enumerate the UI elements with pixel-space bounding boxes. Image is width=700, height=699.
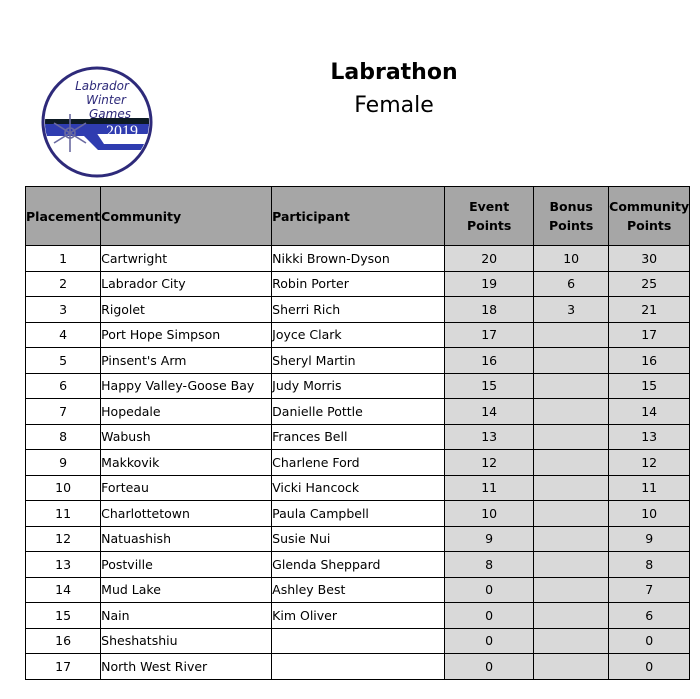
community-cell: Forteau (101, 475, 272, 501)
placement-cell: 10 (26, 475, 101, 501)
table-row (26, 322, 690, 348)
community-cell: Happy Valley-Goose Bay (101, 373, 272, 399)
event-points-cell: 16 (445, 348, 534, 374)
community-points-cell: 7 (609, 577, 690, 603)
community-points-cell: 30 (609, 246, 690, 272)
table-row (26, 577, 690, 603)
event-points-cell: 15 (445, 373, 534, 399)
placement-cell: 2 (26, 271, 101, 297)
event-points-cell: 13 (445, 424, 534, 450)
community-cell: Labrador City (101, 271, 272, 297)
bonus-points-cell (534, 322, 609, 348)
community-points-cell: 17 (609, 322, 690, 348)
table-row (26, 348, 690, 374)
logo-text-line-1: Labrador (75, 79, 129, 93)
logo-year: 2019 (106, 123, 138, 140)
bonus-points-cell (534, 628, 609, 654)
placement-cell: 13 (26, 552, 101, 578)
participant-cell: Ashley Best (272, 577, 445, 603)
table-row (26, 450, 690, 476)
bonus-points-cell (534, 450, 609, 476)
participant-cell: Glenda Sheppard (272, 552, 445, 578)
community-cell: Wabush (101, 424, 272, 450)
header-line: Points (626, 218, 672, 233)
community-cell: Nain (101, 603, 272, 629)
participant-cell: Charlene Ford (272, 450, 445, 476)
event-points-cell: 8 (445, 552, 534, 578)
placement-cell: 6 (26, 373, 101, 399)
column-header-placement: Placement (26, 187, 101, 246)
bonus-points-cell (534, 475, 609, 501)
placement-cell: 3 (26, 297, 101, 323)
table-row (26, 552, 690, 578)
community-cell: Rigolet (101, 297, 272, 323)
column-header-community-points (609, 187, 690, 246)
bonus-points-cell: 3 (534, 297, 609, 323)
community-points-cell: 12 (609, 450, 690, 476)
column-header-bonus-points (534, 187, 609, 246)
event-points-cell: 19 (445, 271, 534, 297)
participant-cell: Judy Morris (272, 373, 445, 399)
event-points-cell: 11 (445, 475, 534, 501)
table-row (26, 246, 690, 272)
community-cell: Mud Lake (101, 577, 272, 603)
table-row (26, 628, 690, 654)
table-row (26, 399, 690, 425)
bonus-points-cell (534, 552, 609, 578)
bonus-points-cell (534, 603, 609, 629)
participant-cell: Paula Campbell (272, 501, 445, 527)
community-points-cell: 11 (609, 475, 690, 501)
table-row (26, 424, 690, 450)
placement-cell: 8 (26, 424, 101, 450)
table-row (26, 297, 690, 323)
results-table-body (26, 246, 690, 680)
column-header-community: Community (101, 187, 272, 246)
event-points-cell: 17 (445, 322, 534, 348)
column-header-event-points (445, 187, 534, 246)
bonus-points-cell (534, 501, 609, 527)
placement-cell: 9 (26, 450, 101, 476)
labrador-winter-games-logo (40, 66, 154, 178)
placement-cell: 7 (26, 399, 101, 425)
bonus-points-cell (534, 654, 609, 680)
placement-cell: 4 (26, 322, 101, 348)
participant-cell: Sheryl Martin (272, 348, 445, 374)
placement-cell: 17 (26, 654, 101, 680)
participant-cell: Frances Bell (272, 424, 445, 450)
event-points-cell: 18 (445, 297, 534, 323)
header-line: Points (548, 218, 594, 233)
bonus-points-cell (534, 424, 609, 450)
community-cell: Makkovik (101, 450, 272, 476)
header-line: Bonus (549, 199, 593, 214)
logo-text-line-2: Winter (86, 93, 126, 107)
event-points-cell: 0 (445, 654, 534, 680)
participant-cell: Sherri Rich (272, 297, 445, 323)
participant-cell: Susie Nui (272, 526, 445, 552)
placement-cell: 12 (26, 526, 101, 552)
community-points-cell: 15 (609, 373, 690, 399)
table-row (26, 271, 690, 297)
participant-cell: Robin Porter (272, 271, 445, 297)
header-line: Points (466, 218, 512, 233)
community-points-cell: 6 (609, 603, 690, 629)
community-points-cell: 16 (609, 348, 690, 374)
bonus-points-cell (534, 399, 609, 425)
participant-cell: Nikki Brown-Dyson (272, 246, 445, 272)
logo-text-line-3: Games (89, 107, 131, 121)
bonus-points-cell (534, 348, 609, 374)
community-points-cell: 25 (609, 271, 690, 297)
community-points-cell: 14 (609, 399, 690, 425)
event-points-cell: 0 (445, 628, 534, 654)
participant-cell: Joyce Clark (272, 322, 445, 348)
page-title: Labrathon (330, 60, 458, 85)
community-cell: Charlottetown (101, 501, 272, 527)
community-cell: Postville (101, 552, 272, 578)
community-cell: North West River (101, 654, 272, 680)
community-cell: Pinsent's Arm (101, 348, 272, 374)
header-line: Event (469, 199, 510, 214)
event-points-cell: 9 (445, 526, 534, 552)
participant-cell: Danielle Pottle (272, 399, 445, 425)
participant-cell (272, 654, 445, 680)
community-cell: Port Hope Simpson (101, 322, 272, 348)
community-points-cell: 0 (609, 654, 690, 680)
event-points-cell: 0 (445, 577, 534, 603)
community-cell: Cartwright (101, 246, 272, 272)
community-cell: Sheshatshiu (101, 628, 272, 654)
bonus-points-cell: 10 (534, 246, 609, 272)
participant-cell (272, 628, 445, 654)
bonus-points-cell (534, 373, 609, 399)
event-points-cell: 10 (445, 501, 534, 527)
placement-cell: 16 (26, 628, 101, 654)
bonus-points-cell: 6 (534, 271, 609, 297)
event-points-cell: 12 (445, 450, 534, 476)
page-subtitle: Female (354, 93, 434, 118)
placement-cell: 14 (26, 577, 101, 603)
community-cell: Natuashish (101, 526, 272, 552)
event-points-cell: 0 (445, 603, 534, 629)
participant-cell: Kim Oliver (272, 603, 445, 629)
table-row (26, 654, 690, 680)
table-row (26, 526, 690, 552)
bonus-points-cell (534, 577, 609, 603)
placement-cell: 1 (26, 246, 101, 272)
placement-cell: 5 (26, 348, 101, 374)
table-row (26, 373, 690, 399)
placement-cell: 15 (26, 603, 101, 629)
column-header-participant: Participant (272, 187, 445, 246)
table-row (26, 501, 690, 527)
event-points-cell: 20 (445, 246, 534, 272)
community-points-cell: 10 (609, 501, 690, 527)
participant-cell: Vicki Hancock (272, 475, 445, 501)
table-row (26, 603, 690, 629)
header-line: Community (609, 199, 690, 214)
table-row (26, 475, 690, 501)
community-points-cell: 0 (609, 628, 690, 654)
community-points-cell: 21 (609, 297, 690, 323)
placement-cell: 11 (26, 501, 101, 527)
community-points-cell: 8 (609, 552, 690, 578)
bonus-points-cell (534, 526, 609, 552)
community-cell: Hopedale (101, 399, 272, 425)
logo-emblem-icon (40, 66, 154, 178)
table-header-row (26, 187, 690, 246)
community-points-cell: 9 (609, 526, 690, 552)
community-points-cell: 13 (609, 424, 690, 450)
event-points-cell: 14 (445, 399, 534, 425)
results-table (25, 186, 690, 680)
